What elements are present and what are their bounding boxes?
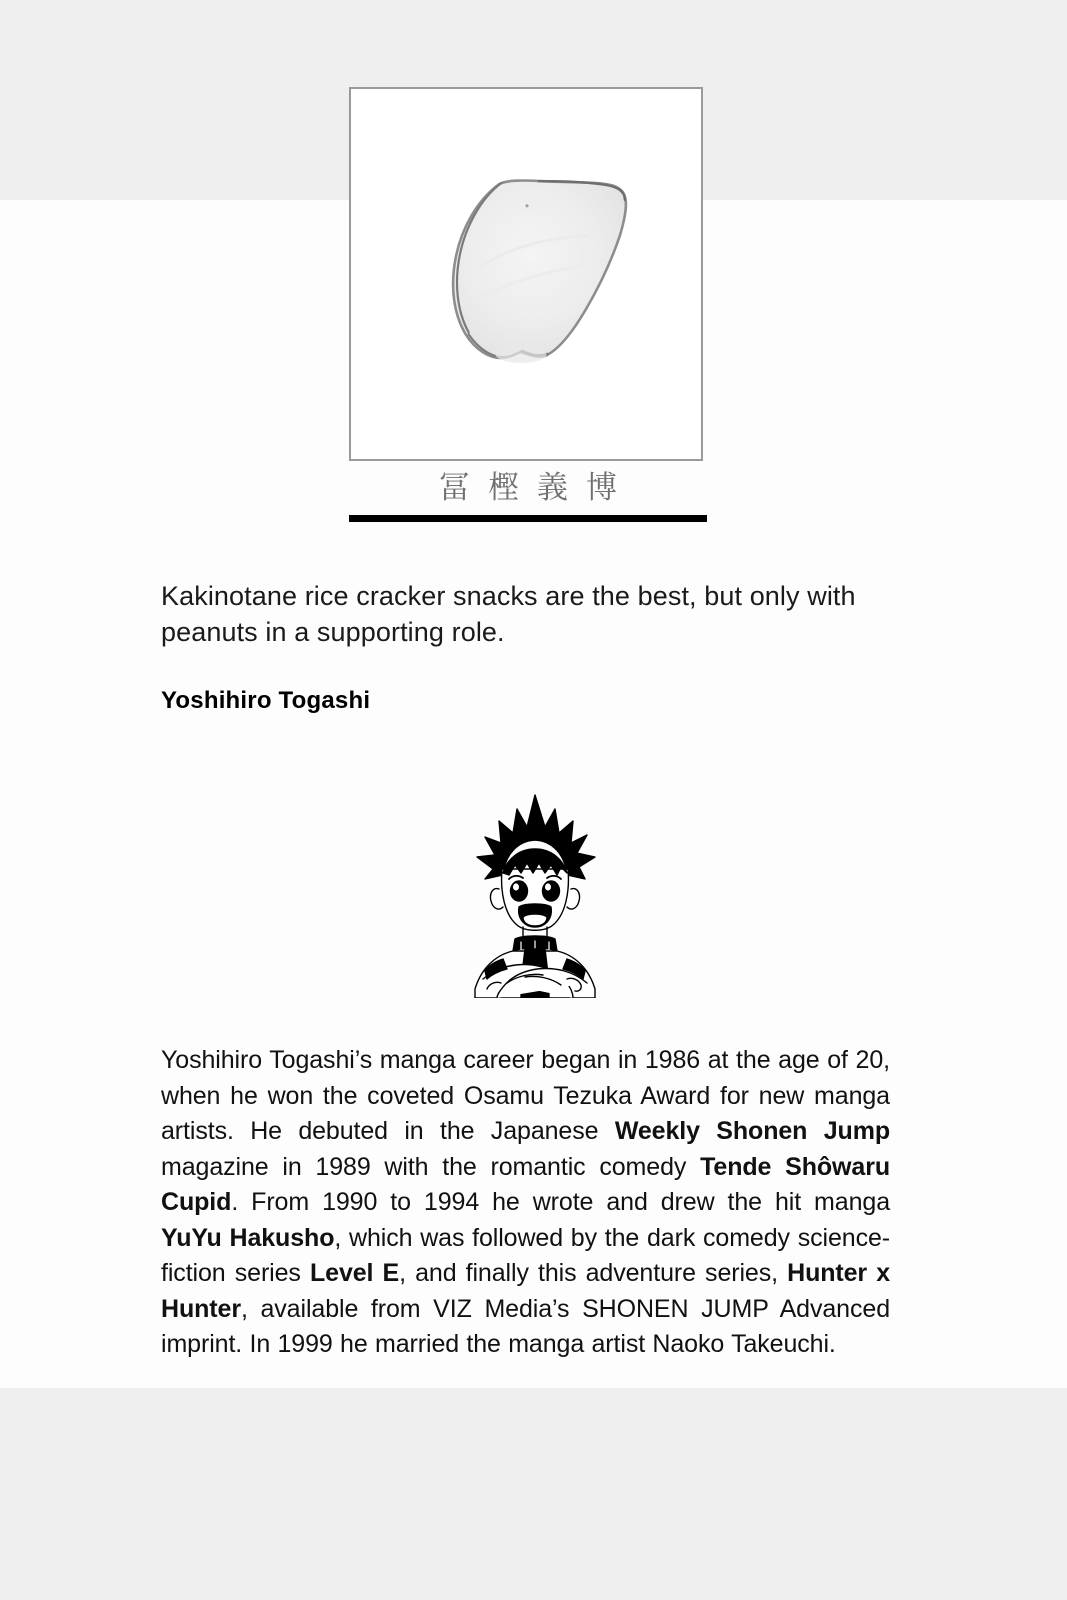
gon-freecss-character-art <box>455 793 615 998</box>
bio-text: , which was followed by the dark comedy science-fiction series <box>161 1223 890 1287</box>
illustration-panel <box>349 87 703 461</box>
bio-title-emphasis: YuYu Hakusho <box>161 1223 335 1252</box>
section-divider-rule <box>349 515 707 522</box>
bio-text: , and finally this adventure series, <box>399 1259 788 1287</box>
author-name-japanese: 冨樫義博 <box>439 470 635 506</box>
bio-title-emphasis: Weekly Shonen Jump <box>614 1117 890 1145</box>
bio-title-emphasis: Tende Shôwaru Cupid <box>161 1152 890 1216</box>
bio-text: Yoshihiro Togashi’s manga career began in 1986 at the age of 20, when he won the coveted Osamu Tezuka Award for new manga artists. He debuted in the Japanese <box>161 1046 890 1145</box>
quote-attribution: Yoshihiro Togashi <box>161 687 371 714</box>
bio-text: . From 1990 to 1994 he wrote and drew the hit manga <box>231 1188 890 1216</box>
page-bottom-background-band <box>0 1388 1067 1600</box>
bio-text: magazine in 1989 with the romantic comedy <box>161 1152 701 1181</box>
bio-text: , available from VIZ Media’s SHONEN JUMP Advanced imprint. In 1999 he married the manga artist Naoko Takeuchi. <box>161 1294 890 1358</box>
author-biography <box>161 1043 890 1363</box>
author-quote: Kakinotane rice cracker snacks are the best, but only with peanuts in a supporting role. <box>161 581 856 647</box>
bio-title-emphasis: Level E <box>309 1259 400 1287</box>
bio-title-emphasis: Hunter x Hunter <box>161 1259 890 1323</box>
kakinotane-rice-cracker-drawing <box>351 89 701 459</box>
